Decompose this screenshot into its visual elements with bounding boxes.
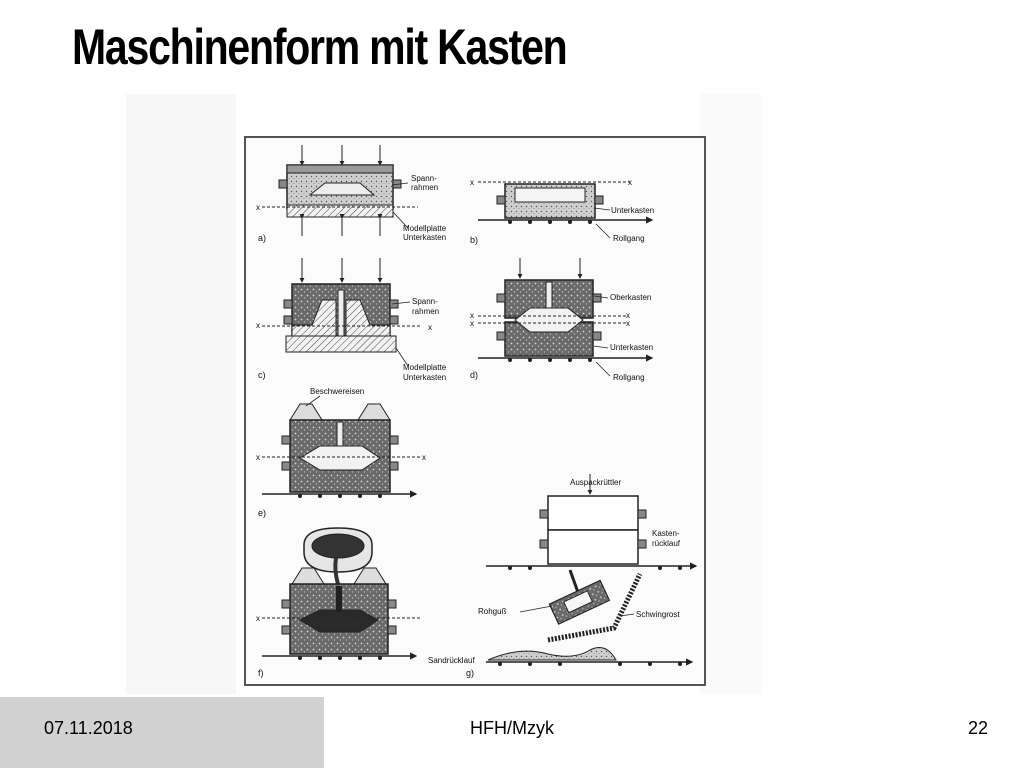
label-x-c-right: x — [428, 323, 432, 332]
panel-label-g: g) — [466, 668, 475, 678]
label-x-e-left: x — [256, 453, 260, 462]
label-modellplatte-a: Modellplatte — [403, 224, 447, 233]
label-x-e-right: x — [422, 453, 426, 462]
label-x-d-left-1: x — [470, 311, 474, 320]
label-schwingrost-g: Schwingrost — [636, 610, 680, 619]
label-x-d-right-1: x — [626, 311, 630, 320]
label-spannrahmen-a-2: rahmen — [411, 183, 439, 192]
panel-label-b: b) — [470, 235, 479, 245]
panel-label-e: e) — [258, 508, 267, 518]
footer-date: 07.11.2018 — [44, 718, 133, 738]
label-x-d-left-2: x — [470, 319, 474, 328]
label-spannrahmen-c-2: rahmen — [412, 307, 440, 316]
slide-footer — [0, 697, 1024, 768]
label-rohguss-g: Rohguß — [478, 607, 507, 616]
label-x-d-right-2: x — [626, 319, 630, 328]
label-x-f: x — [256, 614, 260, 623]
label-spannrahmen-a-1: Spann- — [411, 174, 437, 183]
panel-label-c: c) — [258, 370, 266, 380]
footer-author: HFH/Mzyk — [470, 718, 554, 738]
label-kastenruecklauf-g-2: rücklauf — [652, 539, 681, 548]
label-unterkasten-b: Unterkasten — [611, 206, 655, 215]
label-x-b-left: x — [470, 178, 474, 187]
moulding-process-diagram — [126, 94, 762, 694]
label-unterkasten-a: Unterkasten — [403, 233, 447, 242]
label-sandruecklauf-g: Sandrücklauf — [428, 656, 475, 665]
label-x-a: x — [256, 203, 260, 212]
label-x-c: x — [256, 321, 260, 330]
panel-label-f: f) — [258, 668, 264, 678]
label-unterkasten-c: Unterkasten — [403, 373, 447, 382]
panel-label-a: a) — [258, 233, 267, 243]
slide-title: Maschinenform mit Kasten — [72, 19, 567, 75]
label-rollgang-d: Rollgang — [613, 373, 645, 382]
label-auspackruettler-g: Auspackrüttler — [570, 478, 622, 487]
label-modellplatte-c: Modellplatte — [403, 363, 447, 372]
label-x-b-right: x — [628, 178, 632, 187]
panel-label-d: d) — [470, 370, 479, 380]
label-kastenruecklauf-g-1: Kasten- — [652, 529, 680, 538]
label-spannrahmen-c-1: Spann- — [412, 297, 438, 306]
footer-page-number: 22 — [967, 718, 988, 738]
label-unterkasten-d: Unterkasten — [610, 343, 654, 352]
moulding-figure — [126, 94, 762, 694]
label-rollgang-b: Rollgang — [613, 234, 645, 243]
label-oberkasten-d: Oberkasten — [610, 293, 652, 302]
label-beschwereisen-e: Beschwereisen — [310, 387, 365, 396]
